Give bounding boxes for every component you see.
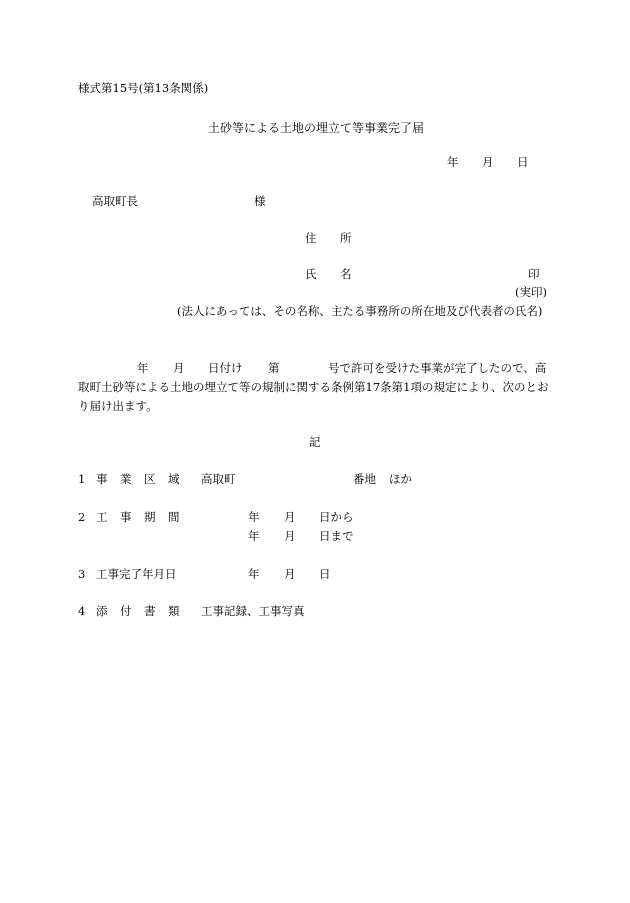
item3-label: 工事完了年月日 [96, 567, 177, 581]
item1-label-1: 事 [96, 472, 108, 486]
item1-label-3: 区 [144, 472, 156, 486]
item3-day: 日 [319, 567, 331, 581]
item2-from-month: 月 [284, 510, 296, 524]
item2-label-4: 間 [168, 510, 180, 524]
item2-to-day: 日まで [319, 529, 354, 543]
body-year: 年 [137, 361, 149, 375]
body-line1-text: 号で許可を受けた事業が完了したので、高 [328, 361, 547, 375]
item1-value-town: 高取町 [201, 472, 236, 486]
item4-label-4: 類 [168, 604, 180, 618]
item1-value-lot: 番地 [353, 472, 376, 486]
date-year: 年 [447, 155, 459, 169]
item4-label-2: 付 [120, 604, 132, 618]
ki-heading: 記 [309, 435, 321, 449]
body-line3: り届け出ます。 [78, 399, 158, 413]
item2-to-year: 年 [248, 529, 260, 543]
body-line2: 取町土砂等による土地の埋立て等の規制に関する条例第17条第1項の規定により、次のとお [78, 380, 549, 394]
name-label-2: 名 [340, 267, 352, 281]
body-date-suffix: 日付け [208, 361, 243, 375]
corporate-note: (法人にあっては、その名称、主たる事務所の所在地及び代表者の氏名) [177, 304, 543, 318]
address-label-2: 所 [340, 231, 352, 245]
item1-label-2: 業 [120, 472, 132, 486]
body-number-prefix: 第 [268, 361, 280, 375]
item2-from-year: 年 [248, 510, 260, 524]
item4-value: 工事記録、工事写真 [201, 604, 305, 618]
item2-to-month: 月 [284, 529, 296, 543]
form-number: 様式第15号(第13条関係) [78, 81, 209, 95]
item1-number: 1 [78, 472, 86, 486]
item3-month: 月 [284, 567, 296, 581]
date-day: 日 [517, 155, 529, 169]
item2-number: 2 [78, 510, 86, 524]
item2-label-2: 事 [120, 510, 132, 524]
body-month: 月 [173, 361, 185, 375]
name-label-1: 氏 [305, 267, 317, 281]
date-month: 月 [482, 155, 494, 169]
address-label-1: 住 [305, 231, 317, 245]
item1-label-4: 域 [168, 472, 180, 486]
seal-note: (実印) [515, 285, 547, 299]
item2-label-3: 期 [144, 510, 156, 524]
item2-from-day: 日から [319, 510, 354, 524]
item3-year: 年 [248, 567, 260, 581]
addressee-name: 高取町長 [92, 194, 138, 208]
item2-label-1: 工 [96, 510, 108, 524]
document-title: 土砂等による土地の埋立て等事業完了届 [208, 121, 425, 135]
item3-number: 3 [78, 567, 86, 581]
item4-number: 4 [78, 604, 86, 618]
addressee-honorific: 様 [254, 194, 266, 208]
seal-mark: 印 [528, 267, 540, 281]
item4-label-3: 書 [144, 604, 156, 618]
item1-value-etc: ほか [389, 472, 412, 486]
item4-label-1: 添 [96, 604, 108, 618]
